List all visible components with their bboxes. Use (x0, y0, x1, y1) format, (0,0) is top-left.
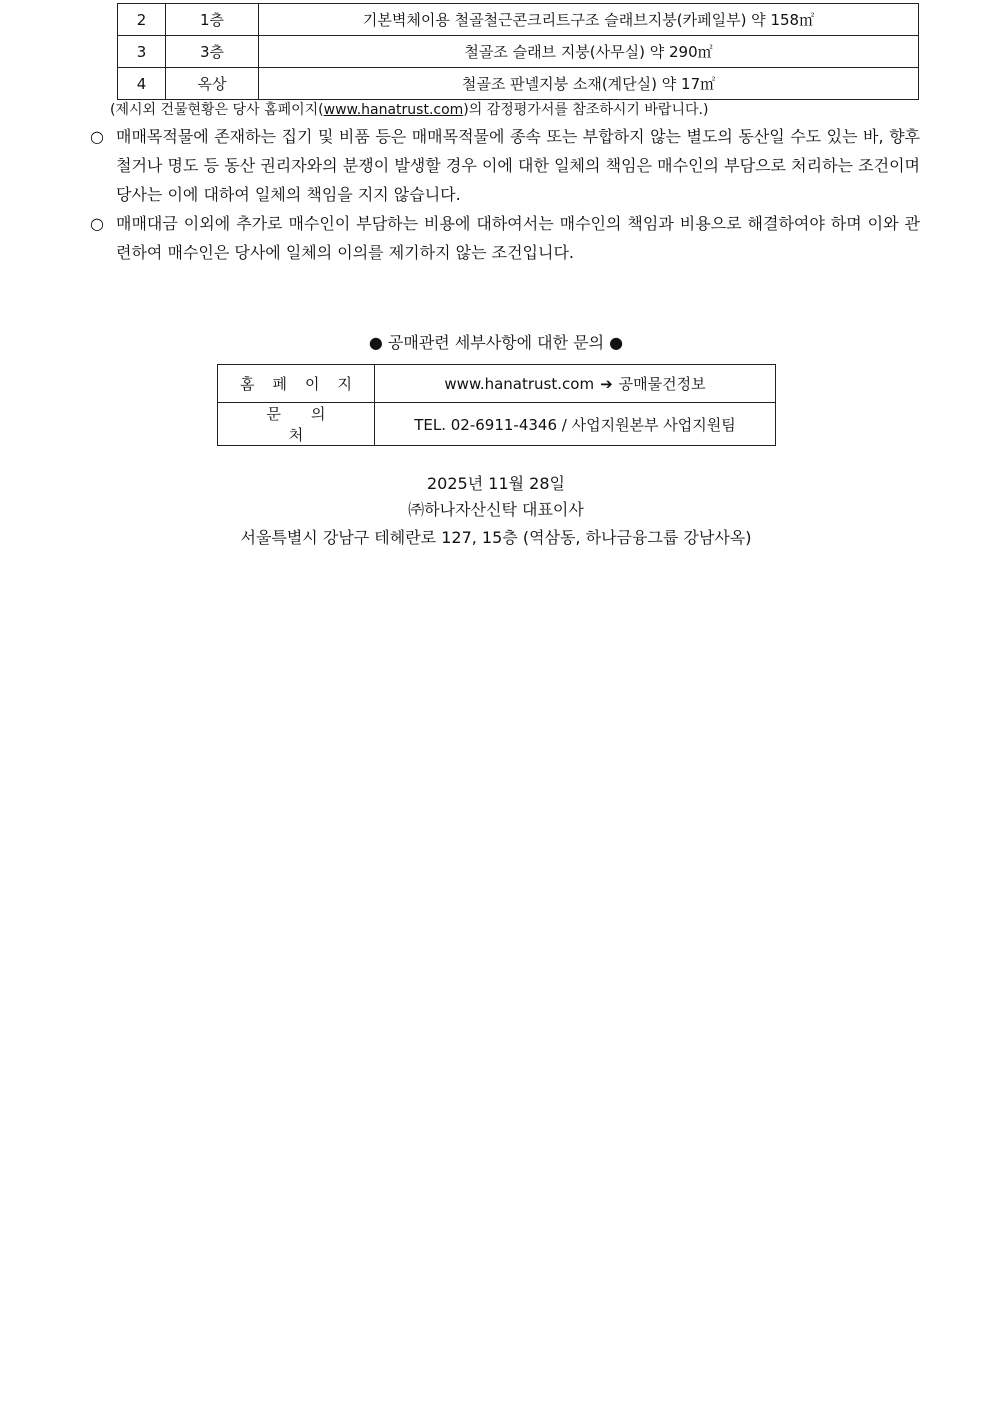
bullet-text: 매매대금 이외에 추가로 매수인이 부담하는 비용에 대하여서는 매수인의 책임과 비용으로 해결하여야 하며 이와 관련하여 매수인은 당사에 일체의 이의를 제기하지 않는 조건입니다. (116, 214, 920, 262)
bullet-mark: ○ (90, 214, 104, 233)
row-floor: 1층 (166, 4, 259, 36)
row-description: 기본벽체이용 철골철근콘크리트구조 슬래브지붕(카페일부) 약 158㎡ (259, 4, 919, 36)
row-description: 철골조 슬래브 지붕(사무실) 약 290㎡ (259, 36, 919, 68)
section-title: ● 공매관련 세부사항에 대한 문의 ● (368, 333, 624, 352)
appraisal-note (110, 99, 708, 119)
footer-address: 서울특별시 강남구 테헤란로 127, 15층 (역삼동, 하나금융그룹 강남사옥) (240, 528, 752, 547)
note-prefix: (제시외 건물현황은 당사 홈페이지( (110, 102, 324, 118)
homepage-target: 공매물건정보 (618, 375, 706, 393)
homepage-url[interactable]: www.hanatrust.com (444, 375, 595, 393)
arrow-right-icon: ➔ (600, 375, 613, 393)
row-floor: 옥상 (166, 68, 259, 100)
inquiry-value: TEL. 02-6911-4346 / 사업지원본부 사업지원팀 (375, 403, 776, 446)
row-number: 4 (118, 68, 166, 100)
footer-date: 2025년 11월 28일 (427, 474, 565, 493)
note-suffix: )의 감정평가서를 참조하시기 바랍니다.) (463, 102, 709, 118)
table-row (118, 4, 919, 36)
homepage-label: 홈페이지 (218, 365, 375, 403)
table-row (118, 36, 919, 68)
notice-bullet (90, 209, 920, 267)
row-number: 3 (118, 36, 166, 68)
table-row (218, 365, 776, 403)
notice-bullet (90, 122, 920, 209)
inquiry-label: 문의처 (218, 403, 375, 446)
row-floor: 3층 (166, 36, 259, 68)
homepage-link[interactable]: www.hanatrust.com (323, 102, 464, 118)
table-row (118, 68, 919, 100)
row-description: 철골조 판넬지붕 소재(계단실) 약 17㎡ (259, 68, 919, 100)
contact-table (217, 364, 776, 446)
bullet-mark: ○ (90, 127, 104, 146)
footer-company: ㈜하나자산신탁 대표이사 (408, 500, 584, 519)
bullet-text: 매매목적물에 존재하는 집기 및 비품 등은 매매목적물에 종속 또는 부합하지 않는 별도의 동산일 수도 있는 바, 향후 철거나 명도 등 동산 권리자와의 분쟁이 발생할 경우 이에 대한 일체의 책임은 매수인의 부담으로 처리하는 조건이며 당사는 이에 대하여 일체의 책임을 지지 않습니다. (116, 127, 920, 204)
building-table (117, 3, 919, 100)
homepage-cell (375, 365, 776, 403)
row-number: 2 (118, 4, 166, 36)
table-row (218, 403, 776, 446)
